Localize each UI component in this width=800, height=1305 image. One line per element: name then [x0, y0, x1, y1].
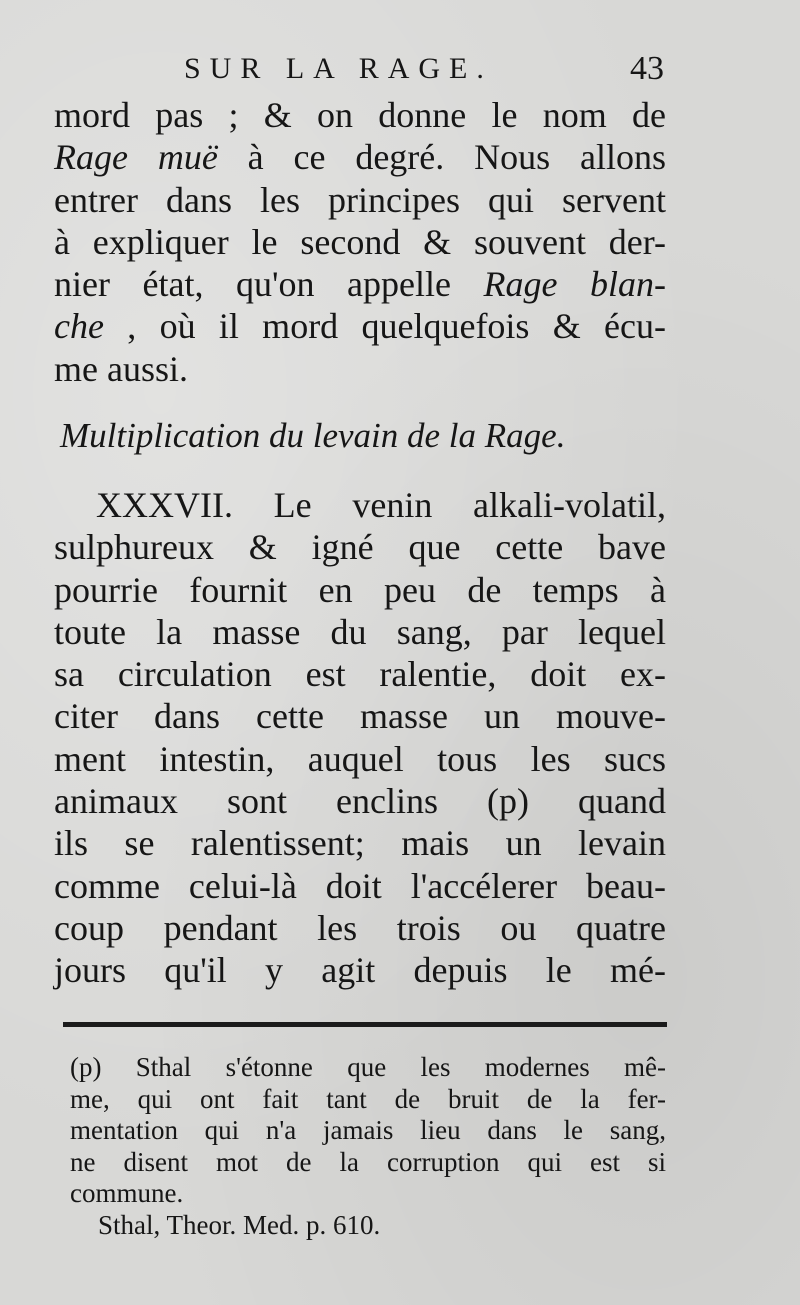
section-heading: Multiplication du levain de la Rage.: [60, 416, 566, 455]
footnote-separator-rule: [63, 1022, 667, 1027]
text-line: jours qu'il y agit depuis le mé-: [54, 950, 666, 991]
text-line: ment intestin, auquel tous les sucs: [54, 738, 666, 779]
italic-term-che: che: [54, 306, 104, 347]
text-line: animaux sont enclins (p) quand: [54, 781, 666, 822]
footnote-line: commune.: [70, 1178, 184, 1208]
italic-term-rage-mue: Rage muë: [54, 137, 218, 178]
paragraph-1: [54, 94, 666, 390]
text-run: à expliquer le second & souvent der-: [54, 221, 666, 262]
text-line: coup pendant les trois ou quatre: [54, 907, 666, 948]
text-run: nier état, qu'on appelle: [54, 264, 484, 305]
text-line: [54, 263, 666, 305]
running-head: SUR LA RAGE.: [184, 52, 493, 85]
italic-term-rage-blanche: Rage blan-: [483, 264, 666, 305]
paragraph-2: [54, 484, 666, 992]
page-number: 43: [630, 50, 664, 87]
text-line: [54, 305, 666, 347]
text-line: [54, 94, 666, 136]
footnote: [70, 1052, 666, 1241]
text-line: sa circulation est ralentie, doit ex-: [54, 654, 666, 695]
text-line: ils se ralentissent; mais un levain: [54, 823, 666, 864]
text-run: mord pas ; & on donne le nom de: [54, 95, 666, 135]
page-header: [184, 52, 664, 96]
text-line: sulphureux & igné que cette bave: [54, 527, 666, 568]
text-line: [54, 136, 666, 178]
text-line: pourrie fournit en peu de temps à: [54, 569, 666, 610]
text-line: citer dans cette masse un mouve-: [54, 696, 666, 737]
text-run: me aussi.: [54, 348, 188, 389]
text-line: [54, 221, 666, 263]
footnote-line: (p) Sthal s'étonne que les modernes mê-: [70, 1052, 666, 1082]
footnote-line: mentation qui n'a jamais lieu dans le sang,: [70, 1115, 666, 1145]
text-run: entrer dans les principes qui servent: [54, 179, 666, 220]
footnote-line: ne disent mot de la corruption qui est si: [70, 1146, 666, 1177]
text-run: à ce degré. Nous allons: [217, 137, 666, 178]
text-line: [54, 179, 666, 221]
text-line: [54, 348, 666, 390]
text-line: XXXVII. Le venin alkali-volatil,: [96, 485, 666, 525]
text-line: toute la masse du sang, par lequel: [54, 611, 666, 652]
footnote-line: me, qui ont fait tant de bruit de la fer-: [70, 1083, 666, 1114]
footnote-source-citation: Sthal, Theor. Med. p. 610.: [98, 1209, 381, 1240]
text-line: comme celui-là doit l'accélerer beau-: [54, 865, 666, 906]
text-run: , où il mord quelquefois & écu-: [103, 306, 666, 347]
